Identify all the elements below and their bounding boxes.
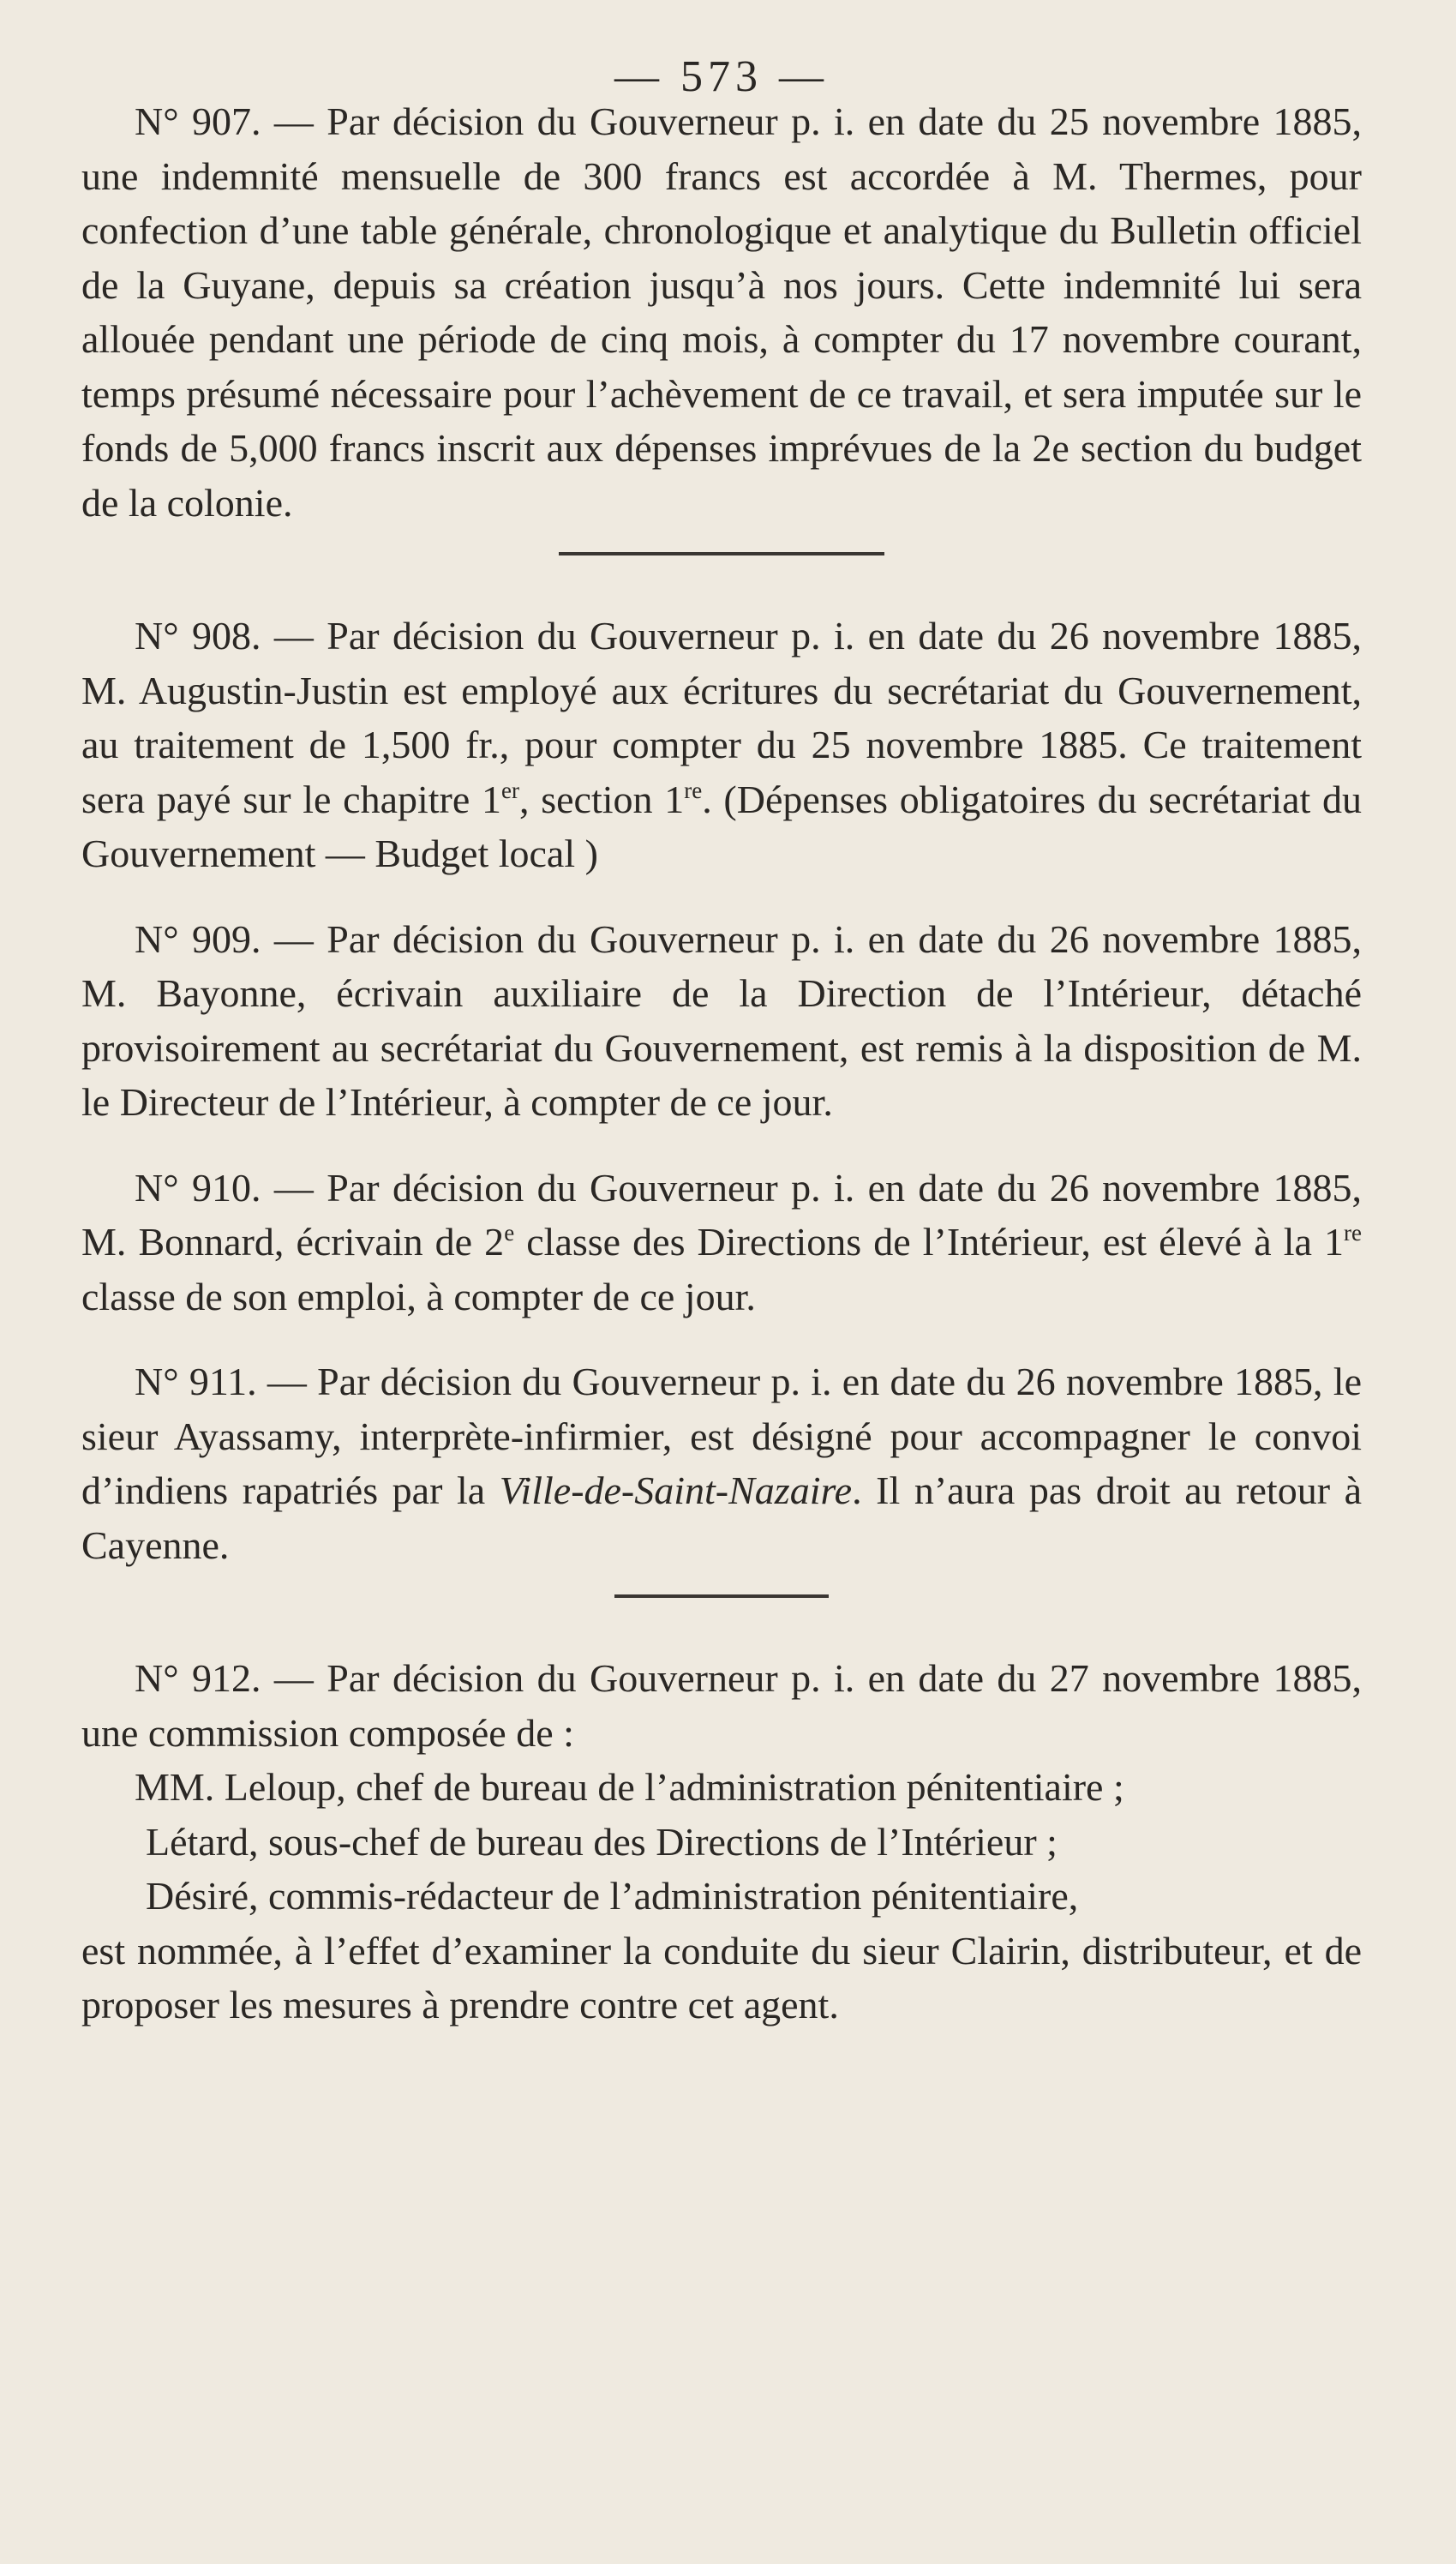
separator-rule [614, 1594, 829, 1598]
entry-910-part-b: classe des Directions de l’Intérieur, est élevé à la 1 [514, 1220, 1344, 1264]
entry-912-ending: est nommée, à l’effet d’examiner la conduite du sieur Clairin, distributeur, et de proposer les mesures à prendre contre cet agent. [81, 1928, 1362, 2027]
entry-911-part-a: N° 911. — Par décision du Gouverneur p. i. en date du 26 novembre 1885, le sieur Ayassamy, interprète-infirmier, est désigné pour accompagner le convoi d’indiens rapatriés par la [81, 1360, 1362, 1512]
entry-908-part-b: , section 1 [519, 777, 685, 821]
member-leloup: MM. Leloup, chef de bureau de l’administration pénitentiaire ; [135, 1765, 1124, 1809]
entry-907 [81, 94, 1362, 530]
entry-910 [81, 1161, 1362, 1324]
entry-907-text: N° 907. — Par décision du Gouverneur p. i. en date du 25 novembre 1885, une indemnité mensuelle de 300 francs est accordée à M. Thermes, pour confection d’une table générale, chronologique et analytique du Bulletin officiel de la Guyane, depuis sa création jusqu’à nos jours. Cette indemnité lui sera allouée pendant une période de cinq mois, à compter du 17 novembre courant, temps présumé nécessaire pour l’achèvement de ce travail, et sera imputée sur le fonds de 5,000 francs inscrit aux dépenses imprévues de la 2e section du budget de la colonie. [81, 99, 1362, 525]
entry-909 [81, 912, 1362, 1130]
superscript: e [504, 1220, 515, 1246]
entry-908 [81, 609, 1362, 881]
entry-908-part-c: . (Dépenses obligatoires du secrétariat du Gouvernement — Budget local ) [81, 777, 1363, 875]
superscript: re [684, 777, 703, 803]
entry-910-part-c: classe de son emploi, à compter de ce jour. [81, 1274, 756, 1318]
entry-909-text: N° 909. — Par décision du Gouverneur p. i. en date du 26 novembre 1885, M. Bayonne, écrivain auxiliaire de la Direction de l’Intérieur, détaché provisoirement au secrétariat du Gouvernement, est remis à la disposition de M. le Directeur de l’Intérieur, à compter de ce jour. [81, 916, 1362, 1124]
superscript: re [1344, 1220, 1362, 1246]
page-number: — 573 — [614, 52, 829, 101]
separator-rule [559, 552, 884, 555]
entry-911-part-b: . Il n’aura pas droit au retour à Cayenne. [81, 1468, 1363, 1567]
ship-name: Ville-de-Saint-Nazaire [499, 1468, 853, 1512]
entry-910-part-a: N° 910. — Par décision du Gouverneur p. i. en date du 26 novembre 1885, M. Bonnard, écrivain de 2 [81, 1165, 1362, 1264]
member-letard: Létard, sous-chef de bureau des Directions de l’Intérieur ; [146, 1819, 1058, 1864]
entry-908-text [81, 609, 1362, 881]
entry-912-intro: N° 912. — Par décision du Gouverneur p. i. en date du 27 novembre 1885, une commission composée de : [81, 1656, 1362, 1755]
entry-908-part-a: N° 908. — Par décision du Gouverneur p. i. en date du 26 novembre 1885, M. Augustin-Justin est employé aux écritures du secrétariat du Gouvernement, au traitement de 1,500 fr., pour compter du 25 novembre 1885. Ce traitement sera payé sur le chapitre 1 [81, 614, 1362, 821]
member-desire: Désiré, commis-rédacteur de l’administration pénitentiaire, [146, 1874, 1079, 1918]
entry-911-text [81, 1354, 1362, 1572]
entry-911 [81, 1354, 1362, 1572]
entry-910-text [81, 1161, 1362, 1324]
superscript: er [501, 777, 519, 803]
commission-members [81, 1760, 1362, 1924]
entry-912 [81, 1651, 1362, 2033]
